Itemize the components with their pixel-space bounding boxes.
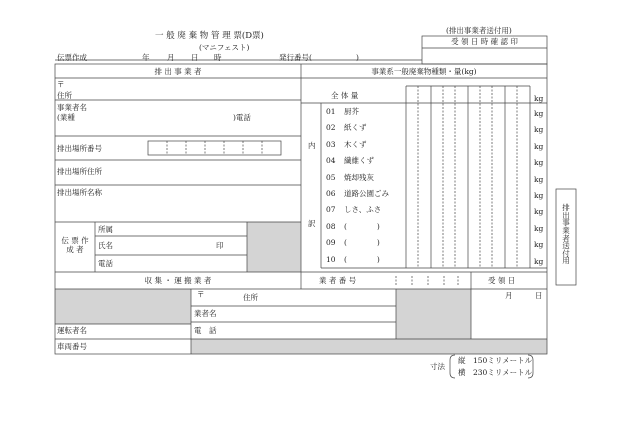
waste-item-unit: kg — [534, 207, 544, 217]
waste-item-no: 02 — [326, 123, 336, 133]
waste-item-unit: kg — [534, 141, 544, 151]
transport-address-label: 住所 — [243, 293, 258, 302]
received-date-label: 受 領 日 — [488, 276, 516, 285]
industry-label: (業種 — [57, 113, 75, 122]
waste-item-name: ( ) — [344, 254, 380, 264]
received-day: 日 — [535, 291, 543, 300]
creator-name: 氏名 — [98, 241, 113, 250]
site-no-label: 排出場所番号 — [57, 144, 102, 153]
waste-item-name: ( ) — [344, 221, 380, 231]
waste-item-unit: kg — [534, 174, 544, 184]
waste-item-unit: kg — [534, 256, 544, 266]
waste-item-unit: kg — [534, 223, 544, 233]
breakdown-label-top: 内 — [308, 141, 316, 150]
creator-seal: 印 — [216, 241, 224, 250]
site-name-label: 排出場所名称 — [57, 188, 102, 197]
waste-item-no: 10 — [326, 254, 336, 264]
receipt-confirm-label: 受 領 日 時 確 認 印 — [451, 37, 518, 46]
transport-company-no-label: 業 者 番 号 — [319, 276, 357, 285]
waste-item-name: 道路公園ごみ — [344, 189, 389, 198]
issue-no-close: ) — [356, 53, 359, 62]
creator-label: 伝 票 作 成 者 — [61, 236, 89, 254]
waste-item-no: 05 — [326, 172, 336, 182]
waste-total-label: 全 体 量 — [331, 91, 359, 100]
waste-item-no: 04 — [326, 156, 336, 166]
waste-item-unit: kg — [534, 191, 544, 200]
emitter-postal: 〒 — [57, 80, 65, 89]
received-month: 月 — [505, 291, 513, 300]
waste-item-no: 09 — [326, 238, 336, 248]
form-subtitle: (マニフェスト) — [199, 43, 250, 52]
waste-item-unit: kg — [534, 125, 544, 135]
emitter-phone-label: )電話 — [233, 113, 251, 122]
header-month: 月 — [167, 53, 175, 62]
waste-item-name: 焼却残灰 — [344, 172, 374, 182]
waste-section-title: 事業系一般廃棄物種類・量(kg) — [371, 67, 477, 76]
waste-item-name: 繊維くず — [344, 156, 374, 166]
shaded-cell-creator — [247, 222, 301, 272]
shaded-cell-transport-right — [396, 289, 471, 339]
site-address-label: 排出場所住所 — [57, 167, 102, 176]
transport-postal: 〒 — [197, 290, 205, 299]
waste-item-unit: kg — [534, 158, 544, 168]
creator-affiliation: 所属 — [98, 225, 113, 234]
waste-item-no: 03 — [326, 139, 336, 149]
emitter-section-title: 排 出 事 業 者 — [154, 67, 202, 76]
copy-label: (排出事業者送付用) — [446, 26, 512, 35]
waste-item-name: ( ) — [344, 238, 380, 248]
issue-label: 伝票作成 — [57, 53, 87, 62]
dimensions-label: 寸法 — [430, 362, 445, 371]
dimension-height: 縦 150ミリメートル — [458, 356, 533, 365]
waste-item-unit: kg — [534, 109, 544, 118]
waste-item-no: 07 — [326, 205, 336, 215]
waste-item-unit: kg — [534, 240, 544, 250]
transport-phone: 電 話 — [194, 326, 217, 335]
header-hour: 時 — [214, 53, 222, 62]
transport-section-title: 収 集 ・ 運 搬 業 者 — [144, 276, 212, 285]
shaded-cell-vehicle — [191, 339, 547, 354]
emitter-address-label: 住所 — [57, 91, 72, 100]
shaded-cell-transport-left — [55, 289, 191, 324]
transport-company-name: 業者名 — [194, 309, 217, 318]
waste-item-no: 08 — [326, 221, 336, 231]
waste-item-name: 木くず — [344, 139, 367, 149]
waste-item-no: 01 — [326, 107, 336, 116]
waste-item-name: 厨芥 — [344, 107, 359, 116]
waste-total-unit: kg — [534, 94, 544, 103]
company-name-label: 事業者名 — [57, 103, 87, 112]
side-tab-label: 排出事業者送付用 — [562, 203, 570, 266]
waste-item-no: 06 — [326, 189, 336, 198]
waste-item-name: 紙くず — [344, 123, 367, 133]
breakdown-label-bottom: 訳 — [308, 219, 316, 228]
dimension-width: 横 230ミリメートル — [458, 368, 533, 377]
issue-no-label: 発行番号( — [279, 53, 312, 62]
header-day: 日 — [191, 53, 199, 62]
header-year: 年 — [142, 53, 150, 62]
vehicle-no-label: 車両番号 — [57, 342, 87, 351]
driver-label: 運転者名 — [57, 326, 87, 335]
form-title: 一 般 廃 棄 物 管 理 票(D票) — [155, 31, 264, 41]
waste-item-name: しさ、ふさ — [344, 205, 382, 215]
creator-phone: 電話 — [98, 259, 113, 268]
